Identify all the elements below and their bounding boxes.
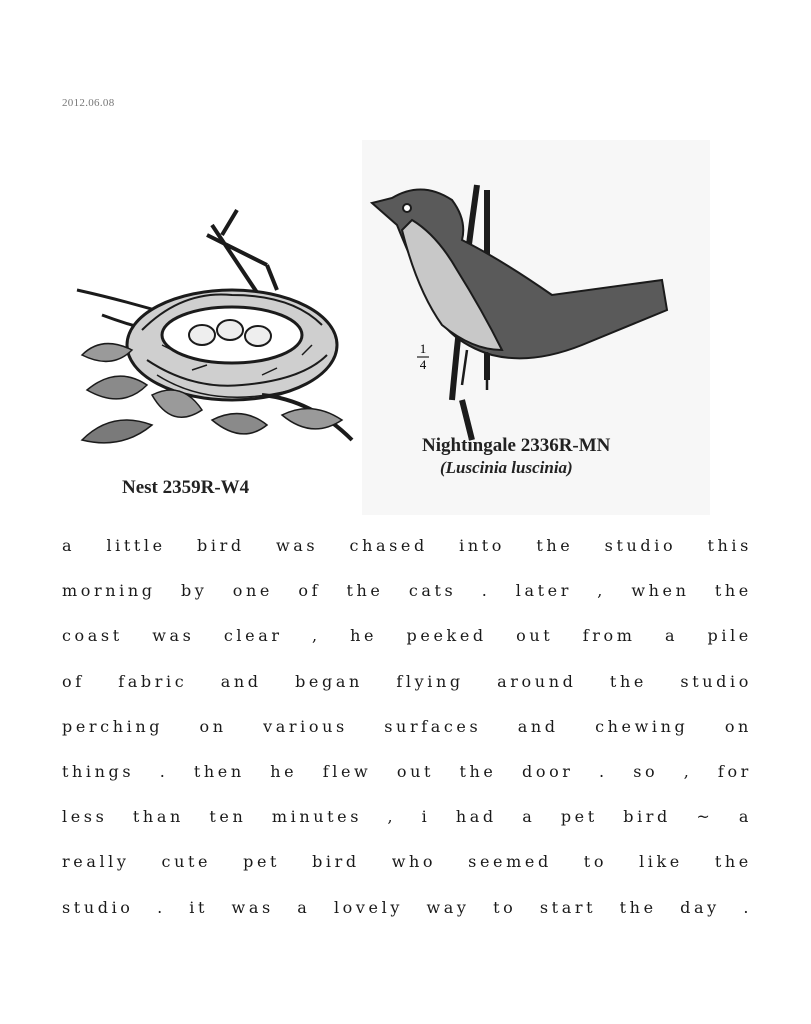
body-word: day [680,897,720,917]
body-word: pet [243,852,281,872]
body-word: start [539,897,597,917]
body-word: the [536,536,574,555]
body-word: . [157,897,166,917]
body-word: into [459,536,506,555]
body-word: cats [408,581,457,601]
body-word: of [62,671,85,691]
body-word: clear [223,626,283,646]
body-word: perching [62,716,164,736]
body-word: bird [197,536,245,555]
body-word: who [391,852,437,872]
body-word: little [106,536,166,555]
body-word: . [743,897,752,917]
post-date: 2012.06.08 [62,97,115,109]
body-word: later [515,581,572,601]
body-word: was [231,897,274,917]
body-word: peeked [406,626,487,646]
body-word: minutes [271,807,363,827]
nest-caption: Nest 2359R-W4 [122,477,250,498]
body-word: the [714,581,752,601]
body-word: the [609,671,647,691]
body-word: chewing [595,716,689,736]
body-word: than [132,807,184,827]
body-word: the [459,761,497,781]
body-word: was [275,536,319,555]
body-word: various [263,716,348,736]
body-line [62,892,752,937]
body-word: morning [62,581,156,601]
body-word: really [62,852,130,872]
body-word: bird [312,852,360,872]
body-word: this [707,536,752,555]
body-word: door [522,761,574,781]
body-word: the [714,852,752,872]
body-word: surfaces [384,716,482,736]
body-word: out [396,761,435,781]
body-word: and [517,716,559,736]
nest-drawing [77,210,352,443]
body-word: the [619,897,657,917]
body-line [62,801,752,846]
body-line [62,846,752,891]
body-word: fabric [118,671,188,691]
body-line [62,666,752,711]
body-word: chased [349,536,428,555]
body-word: out [516,626,554,646]
body-word: on [199,716,227,736]
body-line [62,711,752,756]
body-word: for [717,761,752,781]
body-word: ~ [696,807,714,827]
body-word: a [522,807,536,827]
body-word: and [220,671,262,691]
body-word: by [180,581,208,601]
body-word: around [497,671,577,691]
body-word: one [232,581,274,601]
body-word: he [270,761,298,781]
body-word: when [631,581,690,601]
body-word: less [62,807,108,827]
body-word: bird [623,807,671,827]
body-word: , [312,626,321,646]
body-word: was [152,626,195,646]
body-word: then [193,761,245,781]
body-line [62,756,752,801]
body-word: . [599,761,608,781]
body-word: he [350,626,378,646]
body-line [62,575,752,620]
body-word: lovely [333,897,403,917]
body-word: . [481,581,491,601]
body-word: , [597,581,606,601]
body-line [62,530,752,575]
body-word: way [426,897,470,917]
bird-latin-name: (Luscinia luscinia) [440,458,573,477]
scale-denominator: 4 [419,357,427,372]
body-word: a [297,897,311,917]
body-word: . [159,761,169,781]
nest-and-bird-illustration [62,140,710,515]
body-word: coast [62,626,123,646]
body-word: to [583,852,608,872]
body-word: to [493,897,517,917]
body-word: from [582,626,636,646]
body-word: , [683,761,693,781]
body-word: studio [680,671,752,691]
body-word: had [455,807,497,827]
post-body [62,530,752,937]
body-word: cute [161,852,212,872]
body-word: ten [209,807,247,827]
body-word: of [298,581,322,601]
bird-caption: Nightingale 2336R-MN [422,435,611,456]
body-word: things [62,761,135,781]
body-word: a [62,536,76,555]
body-word: pet [560,807,598,827]
body-word: , [387,807,397,827]
body-word: studio [604,536,677,555]
body-word: it [189,897,209,917]
body-word: seemed [468,852,552,872]
body-line [62,620,752,665]
scale-numerator: 1 [419,341,427,356]
body-word: on [724,716,752,736]
body-word: flew [322,761,372,781]
body-word: studio [62,897,134,917]
body-word: pile [707,626,752,646]
body-word: so [633,761,659,781]
body-word: began [295,671,363,691]
body-word: like [639,852,683,872]
body-word: a [664,626,679,646]
body-word: a [738,807,752,827]
body-word: the [346,581,384,601]
body-word: i [421,807,431,827]
body-word: flying [396,671,464,691]
